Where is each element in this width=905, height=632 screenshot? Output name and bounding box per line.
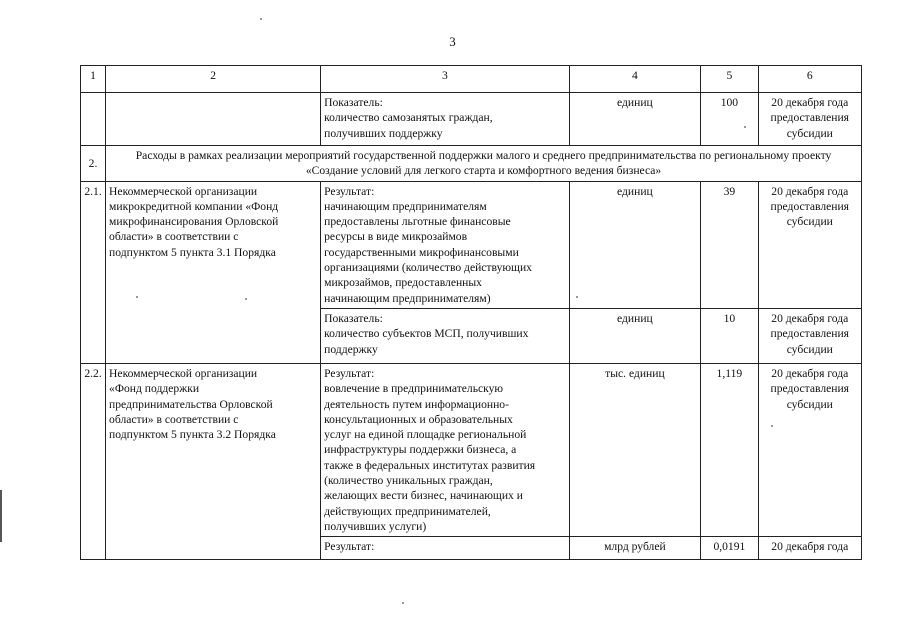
section-row (81, 146, 862, 182)
cell-result: Результат: начинающим предпринимателям предоставлены льготные финансовые ресурсы в виде микрозаймов государственными микрофинансовыми организациями (количество действующих микрозаймов, предоставленных начинающим предпринимателям) (321, 181, 570, 308)
scan-speck (744, 126, 746, 128)
scan-speck (260, 18, 262, 20)
cell-date: 20 декабря года предоставления субсидии (758, 363, 861, 536)
scan-speck (576, 296, 578, 298)
column-header-4: 4 (569, 66, 701, 93)
cell-date: 20 декабря года (758, 537, 861, 560)
cell-result: Результат: (321, 537, 570, 560)
cell-unit: тыс. единиц (569, 363, 701, 536)
scan-edge-mark (0, 490, 2, 542)
cell-indicator: Показатель: количество субъектов МСП, получивших поддержку (321, 308, 570, 363)
section-title: Расходы в рамках реализации мероприятий государственной поддержки малого и среднего предпринимательства по региональному проекту «Создание условий для легкого старта и комфортного ведения бизнеса» (106, 146, 862, 182)
column-header-1: 1 (81, 66, 106, 93)
cell-value: 100 (701, 93, 758, 146)
page-number: 3 (449, 34, 456, 49)
cell-date: 20 декабря года предоставления субсидии (758, 93, 861, 146)
cell-recipient: Некоммерческой организации микрокредитной компании «Фонд микрофинансирования Орловской области» в соответствии с подпунктом 5 пункта 3.1 Порядка (106, 181, 321, 363)
cell-unit: млрд рублей (569, 537, 701, 560)
cell-value: 10 (701, 308, 758, 363)
scan-speck (136, 296, 138, 298)
cell-value: 0,0191 (701, 537, 758, 560)
cell-unit: единиц (569, 308, 701, 363)
table-row (81, 181, 862, 308)
column-header-5: 5 (701, 66, 758, 93)
scan-speck (771, 425, 773, 427)
cell-unit: единиц (569, 93, 701, 146)
table-row (81, 93, 862, 146)
column-header-2: 2 (106, 66, 321, 93)
cell-result: Результат: вовлечение в предпринимательскую деятельность путем информационно- консультационных и образовательных услуг на единой площадке региональной инфраструктуры поддержки бизнеса, а также в федеральных институтах развития (количество уникальных граждан, желающих вести бизнес, начинающих и действующих предпринимателей, получивших услуги) (321, 363, 570, 536)
table-row (81, 363, 862, 536)
cell-date: 20 декабря года предоставления субсидии (758, 181, 861, 308)
cell-number: 2.1. (81, 181, 106, 363)
table-header-row (81, 66, 862, 93)
cell-number (81, 93, 106, 146)
cell-result: Показатель: количество самозанятых граждан, получивших поддержку (321, 93, 570, 146)
cell-recipient (106, 93, 321, 146)
cell-value: 39 (701, 181, 758, 308)
cell-value: 1,119 (701, 363, 758, 536)
scan-speck (402, 602, 404, 604)
cell-recipient: Некоммерческой организации «Фонд поддержки предпринимательства Орловской области» в соответствии с подпунктом 5 пункта 3.2 Порядка (106, 363, 321, 559)
column-header-6: 6 (758, 66, 861, 93)
scan-speck (245, 298, 247, 300)
section-number: 2. (81, 146, 106, 182)
cell-date: 20 декабря года предоставления субсидии (758, 308, 861, 363)
column-header-3: 3 (321, 66, 570, 93)
subsidy-results-table (80, 65, 862, 560)
cell-number: 2.2. (81, 363, 106, 559)
cell-unit: единиц (569, 181, 701, 308)
